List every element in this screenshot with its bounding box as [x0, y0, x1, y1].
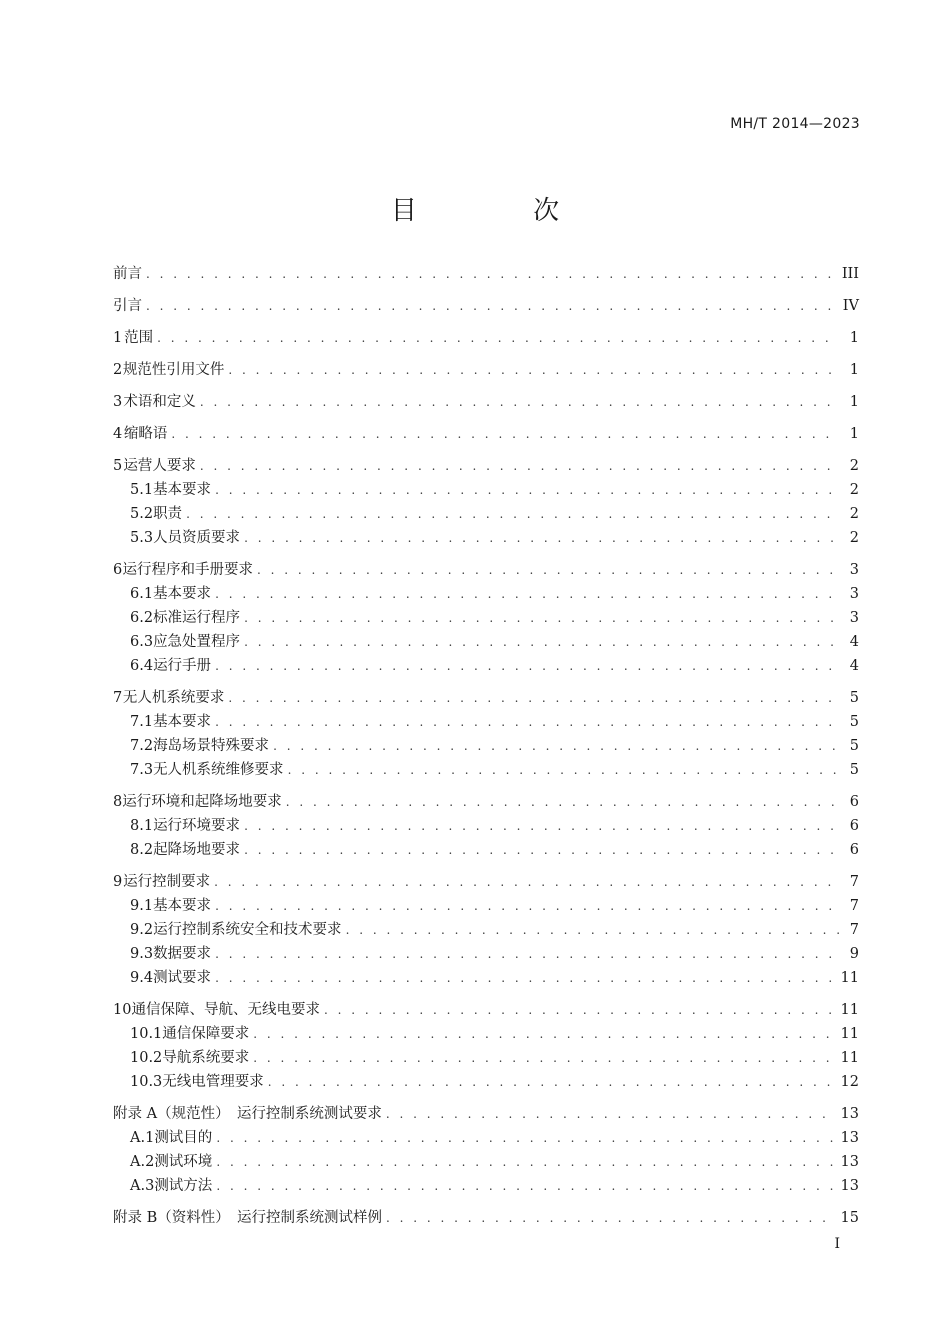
- toc-subentry[interactable]: [113, 502, 859, 526]
- dot-leader: [215, 654, 839, 678]
- toc-entry-page: 13: [840, 1106, 859, 1122]
- toc-subentry[interactable]: [113, 838, 859, 862]
- toc-entry-number: 4: [113, 426, 123, 442]
- toc-entry-page: 5: [849, 762, 859, 778]
- dot-leader: [215, 582, 839, 606]
- toc-entry-page: 7: [849, 874, 859, 890]
- toc-entry-page: 2: [849, 530, 859, 546]
- toc-entry-number: A.2: [130, 1154, 155, 1170]
- toc-entry-page: 6: [849, 818, 859, 834]
- dot-leader: [171, 422, 839, 446]
- dot-leader: [200, 390, 839, 414]
- dot-leader: [215, 710, 839, 734]
- toc-entry-number: 9.4: [130, 970, 154, 986]
- toc-entry-label: 运营人要求: [123, 458, 196, 474]
- toc-entry-page: 11: [840, 1002, 859, 1018]
- toc-subentry[interactable]: [113, 966, 859, 990]
- toc-subentry[interactable]: [113, 1070, 859, 1094]
- toc-entry-page: 12: [840, 1074, 859, 1090]
- toc-entry-label: 缩略语: [123, 426, 168, 442]
- toc-subentry[interactable]: [113, 1150, 859, 1174]
- toc-subentry[interactable]: [113, 758, 859, 782]
- toc-entry-label: 运行手册: [153, 658, 212, 674]
- toc-entry-number: 6.2: [130, 610, 154, 626]
- toc-entry-number: 9.3: [130, 946, 154, 962]
- toc-entry-label: 海岛场景特殊要求: [153, 738, 270, 754]
- toc-entry-label: 通信保障要求: [162, 1026, 250, 1042]
- toc-entry-label: 附录 A（规范性） 运行控制系统测试要求: [113, 1106, 382, 1122]
- toc-subentry[interactable]: [113, 1022, 859, 1046]
- dot-leader: [257, 558, 839, 582]
- toc-entry-label: 基本要求: [153, 898, 212, 914]
- toc-entry-page: 4: [849, 658, 859, 674]
- toc-subentry[interactable]: [113, 630, 859, 654]
- toc-entry-number: A.3: [130, 1178, 155, 1194]
- toc-entry-page: 1: [849, 394, 859, 410]
- toc-entry-page: 4: [849, 634, 859, 650]
- toc-subentry[interactable]: [113, 582, 859, 606]
- toc-entry-page: 6: [849, 842, 859, 858]
- toc-subentry[interactable]: [113, 710, 859, 734]
- toc-entry-number: 5.3: [130, 530, 154, 546]
- toc-entry-label: 基本要求: [153, 714, 212, 730]
- toc-entry-page: 13: [840, 1178, 859, 1194]
- dot-leader: [244, 814, 839, 838]
- toc-subentry[interactable]: [113, 526, 859, 550]
- toc-entry-label: 通信保障、导航、无线电要求: [131, 1002, 320, 1018]
- toc-entry-page: 5: [849, 714, 859, 730]
- table-of-contents: [113, 262, 859, 1230]
- toc-entry-number: 7.3: [130, 762, 154, 778]
- toc-entry-page: 6: [849, 794, 859, 810]
- toc-entry-number: 10.2: [130, 1050, 163, 1066]
- dot-leader: [386, 1206, 835, 1230]
- toc-subentry[interactable]: [113, 1174, 859, 1198]
- toc-entry-label: 运行环境和起降场地要求: [122, 794, 282, 810]
- toc-entry-number: 6: [113, 562, 123, 578]
- toc-entry-label: 应急处置程序: [153, 634, 241, 650]
- toc-entry[interactable]: [113, 454, 859, 478]
- toc-entry-page: III: [841, 266, 859, 282]
- toc-subentry[interactable]: [113, 918, 859, 942]
- toc-entry-page: 3: [849, 586, 859, 602]
- toc-entry[interactable]: [113, 390, 859, 414]
- toc-entry-page: 2: [849, 506, 859, 522]
- toc-entry-label: 规范性引用文件: [122, 362, 225, 378]
- toc-entry[interactable]: [113, 998, 859, 1022]
- dot-leader: [215, 966, 834, 990]
- toc-entry-label: 职责: [153, 506, 183, 522]
- toc-entry[interactable]: [113, 326, 859, 350]
- dot-leader: [253, 1022, 834, 1046]
- toc-entry-page: 11: [840, 970, 859, 986]
- toc-entry-page: 2: [849, 482, 859, 498]
- toc-subentry[interactable]: [113, 606, 859, 630]
- toc-entry-label: 基本要求: [153, 482, 212, 498]
- toc-entry-number: 7.1: [130, 714, 154, 730]
- footer-page-number: I: [834, 1236, 840, 1252]
- toc-entry-label: 术语和定义: [123, 394, 196, 410]
- toc-entry-number: 5: [113, 458, 123, 474]
- toc-entry-number: 6.3: [130, 634, 154, 650]
- toc-entry-number: 6.1: [130, 586, 154, 602]
- dot-leader: [146, 294, 837, 318]
- dot-leader: [386, 1102, 835, 1126]
- toc-entry-page: 11: [840, 1026, 859, 1042]
- toc-entry-page: 5: [849, 738, 859, 754]
- toc-entry-number: 9.2: [130, 922, 154, 938]
- toc-entry[interactable]: [113, 262, 859, 286]
- dot-leader: [215, 894, 839, 918]
- toc-entry[interactable]: [113, 358, 859, 382]
- dot-leader: [228, 686, 839, 710]
- toc-entry-number: 10: [113, 1002, 132, 1018]
- toc-subentry[interactable]: [113, 478, 859, 502]
- dot-leader: [286, 790, 839, 814]
- toc-entry-label: 运行程序和手册要求: [122, 562, 253, 578]
- toc-entry-number: 8.1: [130, 818, 154, 834]
- toc-entry-page: IV: [842, 298, 859, 314]
- toc-entry-page: 2: [849, 458, 859, 474]
- toc-entry-number: 8.2: [130, 842, 154, 858]
- dot-leader: [288, 758, 839, 782]
- toc-entry-page: 15: [840, 1210, 859, 1226]
- dot-leader: [215, 478, 839, 502]
- toc-entry-page: 13: [840, 1130, 859, 1146]
- dot-leader: [200, 454, 839, 478]
- toc-entry[interactable]: [113, 294, 859, 318]
- toc-subentry[interactable]: [113, 942, 859, 966]
- toc-entry-label: 测试目的: [154, 1130, 213, 1146]
- dot-leader: [324, 998, 835, 1022]
- page-title: 目 次: [390, 196, 614, 226]
- dot-leader: [273, 734, 839, 758]
- dot-leader: [157, 326, 839, 350]
- toc-subentry[interactable]: [113, 734, 859, 758]
- toc-entry-page: 11: [840, 1050, 859, 1066]
- toc-subentry[interactable]: [113, 894, 859, 918]
- toc-entry[interactable]: [113, 790, 859, 814]
- toc-entry-page: 7: [849, 922, 859, 938]
- toc-entry-page: 9: [849, 946, 859, 962]
- toc-entry-number: 10.3: [130, 1074, 163, 1090]
- toc-entry-label: 无人机系统要求: [122, 690, 225, 706]
- toc-entry-label: 测试要求: [153, 970, 212, 986]
- toc-entry[interactable]: [113, 558, 859, 582]
- dot-leader: [346, 918, 839, 942]
- dot-leader: [268, 1070, 835, 1094]
- toc-entry-label: 测试方法: [154, 1178, 213, 1194]
- dot-leader: [244, 526, 839, 550]
- dot-leader: [214, 870, 839, 894]
- toc-entry-label: 无人机系统维修要求: [153, 762, 284, 778]
- toc-entry-page: 3: [849, 562, 859, 578]
- toc-entry-label: 前言: [113, 266, 142, 282]
- toc-entry[interactable]: [113, 422, 859, 446]
- toc-entry-page: 3: [849, 610, 859, 626]
- dot-leader: [228, 358, 839, 382]
- toc-entry-label: 范围: [124, 330, 154, 346]
- toc-entry-number: 8: [113, 794, 123, 810]
- toc-entry-number: 6.4: [130, 658, 154, 674]
- toc-entry-number: 9.1: [130, 898, 154, 914]
- toc-entry-page: 1: [849, 330, 859, 346]
- dot-leader: [215, 942, 839, 966]
- toc-entry-page: 7: [849, 898, 859, 914]
- toc-entry-label: 导航系统要求: [162, 1050, 250, 1066]
- toc-entry[interactable]: [113, 1102, 859, 1126]
- toc-subentry[interactable]: [113, 1046, 859, 1070]
- toc-entry-number: 7.2: [130, 738, 154, 754]
- toc-entry-number: 1: [113, 330, 123, 346]
- dot-leader: [216, 1126, 834, 1150]
- dot-leader: [216, 1174, 834, 1198]
- toc-entry-number: 5.2: [130, 506, 154, 522]
- dot-leader: [146, 262, 836, 286]
- toc-entry-page: 1: [849, 362, 859, 378]
- toc-entry-page: 5: [849, 690, 859, 706]
- toc-entry-number: A.1: [130, 1130, 155, 1146]
- document-number: MH/T 2014—2023: [730, 116, 860, 132]
- toc-entry[interactable]: [113, 1206, 859, 1230]
- toc-subentry[interactable]: [113, 1126, 859, 1150]
- toc-entry-number: 5.1: [130, 482, 154, 498]
- dot-leader: [244, 630, 839, 654]
- toc-entry-page: 13: [840, 1154, 859, 1170]
- toc-entry-number: 7: [113, 690, 123, 706]
- toc-entry-label: 基本要求: [153, 586, 212, 602]
- toc-entry-label: 运行控制要求: [123, 874, 211, 890]
- dot-leader: [253, 1046, 834, 1070]
- dot-leader: [186, 502, 839, 526]
- toc-entry[interactable]: [113, 686, 859, 710]
- toc-subentry[interactable]: [113, 814, 859, 838]
- toc-entry-label: 测试环境: [154, 1154, 213, 1170]
- toc-entry-label: 附录 B（资料性） 运行控制系统测试样例: [113, 1210, 383, 1226]
- toc-entry-page: 1: [849, 426, 859, 442]
- toc-entry-number: 3: [113, 394, 123, 410]
- toc-entry-number: 10.1: [130, 1026, 163, 1042]
- toc-entry-label: 无线电管理要求: [162, 1074, 264, 1090]
- toc-entry-number: 2: [113, 362, 123, 378]
- dot-leader: [244, 606, 839, 630]
- toc-entry-label: 人员资质要求: [153, 530, 241, 546]
- toc-subentry[interactable]: [113, 654, 859, 678]
- dot-leader: [216, 1150, 834, 1174]
- toc-entry-label: 运行环境要求: [153, 818, 241, 834]
- toc-entry[interactable]: [113, 870, 859, 894]
- toc-entry-label: 标准运行程序: [153, 610, 241, 626]
- toc-entry-label: 运行控制系统安全和技术要求: [153, 922, 342, 938]
- dot-leader: [244, 838, 839, 862]
- toc-entry-label: 引言: [113, 298, 142, 314]
- toc-entry-label: 起降场地要求: [153, 842, 241, 858]
- toc-entry-number: 9: [113, 874, 123, 890]
- toc-entry-label: 数据要求: [153, 946, 212, 962]
